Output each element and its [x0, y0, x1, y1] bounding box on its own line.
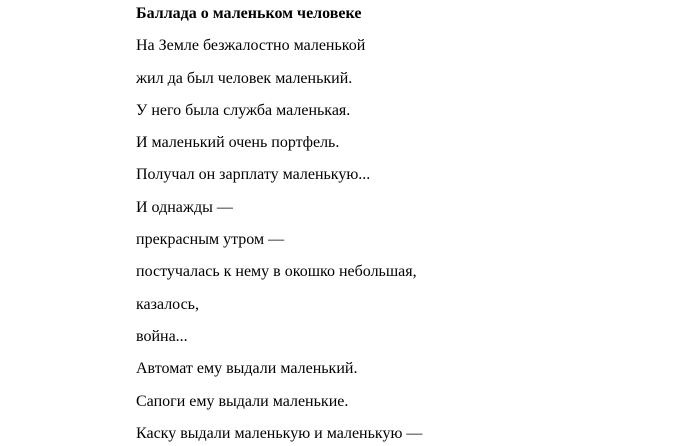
poem-line: прекрасным утром —: [136, 231, 285, 249]
poem-line: Каску выдали маленькую и маленькую —: [136, 424, 423, 442]
poem-line: И однажды —: [136, 198, 233, 216]
poem-line: И маленький очень портфель.: [136, 134, 340, 152]
poem-line: Сапоги ему выдали маленькие.: [136, 392, 349, 410]
poem-line: У него была служба маленькая.: [136, 101, 351, 119]
poem-line: На Земле безжалостно маленькой: [136, 37, 366, 55]
poem-line: жил да был человек маленький.: [136, 69, 353, 87]
poem-document: [136, 4, 676, 444]
poem-line: война...: [136, 327, 188, 345]
poem-line: казалось,: [136, 295, 199, 313]
poem-line: Получал он зарплату маленькую...: [136, 166, 371, 184]
poem-line: Автомат ему выдали маленький.: [136, 360, 358, 378]
poem-line: постучалась к нему в окошко небольшая,: [136, 263, 417, 281]
poem-title: Баллада о маленьком человеке: [136, 5, 362, 22]
